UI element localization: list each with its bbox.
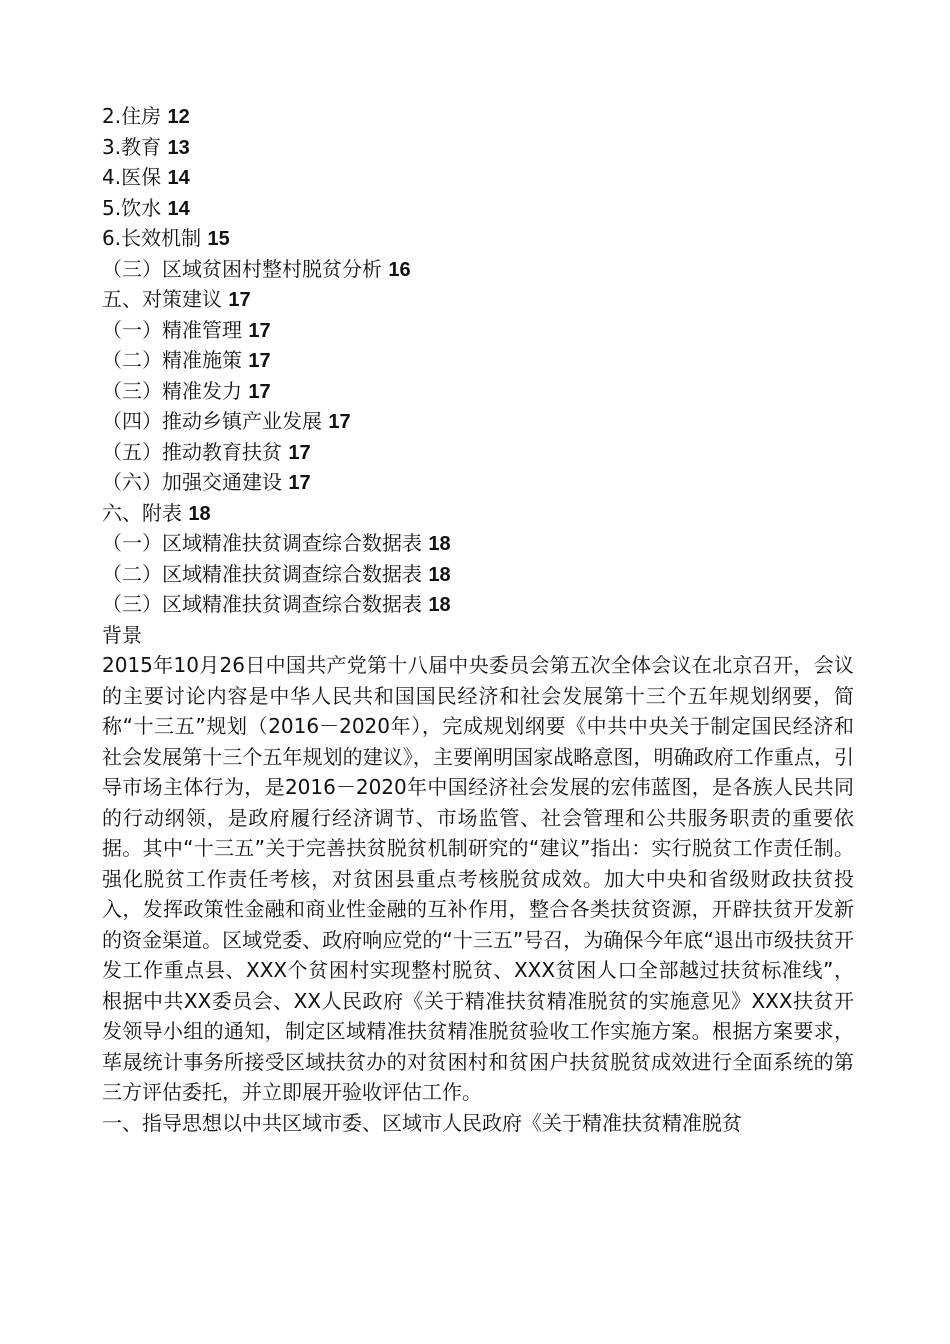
toc-entry-page: 18 — [188, 502, 211, 525]
toc-entry-page: 13 — [167, 136, 190, 159]
background-body: 2015年10月26日中国共产党第十八届中央委员会第五次全体会议在北京召开，会议的主要讨论内容是中华人民共和国国民经济和社会发展第十三个五年规划纲要，简称“十三五”规划（2016－2020年），完成规划纲要《中共中央关于制定国民经济和社会发展第十三个五年规划的建议》，主要阐明国家战略意图，明确政府工作重点，引导市场主体行为，是2016－2020年中国经济社会发展的宏伟蓝图，是各族人民共同的行动纲领，是政府履行经济调节、市场监管、社会管理和公共服务职责的重要依据。其中“十三五”关于完善扶贫脱贫机制研究的“建议”指出：实行脱贫工作责任制。强化脱贫工作责任考核，对贫困县重点考核脱贫成效。加大中央和省级财政扶贫投入，发挥政策性金融和商业性金融的互补作用，整合各类扶贫资源，开辟扶贫开发新的资金渠道。区域党委、政府响应党的“十三五”号召，为确保今年底“退出市级扶贫开发工作重点县、XXX个贫困村实现整村脱贫、XXX贫困人口全部越过扶贫标准线”，根据中共XX委员会、XX人民政府《关于精准扶贫精准脱贫的实施意见》XXX扶贫开发领导小组的通知，制定区域精准扶贫精准脱贫验收工作实施方案。根据方案要求，荜晟统计事务所接受区域扶贫办的对贫困村和贫困户扶贫脱贫成效进行全面系统的第三方评估委托，并立即展开验收评估工作。 — [102, 653, 854, 1104]
toc-entry — [102, 193, 862, 224]
toc-entry — [102, 437, 862, 468]
toc-entry-label: （六）加强交通建设 — [102, 470, 282, 494]
toc-entry-page: 16 — [388, 258, 411, 281]
toc-entry-page: 14 — [167, 197, 190, 220]
toc-entry-page: 15 — [207, 228, 230, 250]
toc-entry-label: （三）区域贫困村整村脱贫分析 — [102, 256, 382, 281]
background-heading: 背景 — [102, 622, 142, 647]
toc-entry-page: 17 — [288, 441, 311, 464]
toc-entry — [102, 406, 862, 437]
toc-entry — [102, 467, 862, 498]
background-paragraph — [102, 650, 854, 1108]
toc-entry-page: 17 — [328, 411, 351, 433]
toc-entry-label: 6.长效机制 — [102, 226, 202, 250]
table-of-contents — [102, 101, 862, 620]
toc-entry-page: 17 — [248, 350, 271, 372]
toc-entry-label: 3.教育 — [102, 134, 162, 159]
toc-entry-page: 14 — [167, 167, 190, 189]
toc-entry-label: 六、附表 — [102, 500, 182, 525]
toc-entry-page: 17 — [288, 472, 311, 494]
toc-entry-page: 12 — [167, 106, 190, 128]
toc-entry — [102, 101, 862, 132]
toc-entry — [102, 254, 862, 285]
toc-entry-page: 17 — [228, 289, 251, 311]
toc-entry-label: （一）区域精准扶贫调查综合数据表 — [102, 531, 422, 555]
toc-entry — [102, 315, 862, 346]
guiding-thought-line: 一、指导思想以中共区域市委、区域市人民政府《关于精准扶贫精准脱贫 — [102, 1110, 742, 1135]
toc-entry-page: 17 — [248, 380, 271, 403]
toc-entry — [102, 345, 862, 376]
toc-entry-label: （五）推动教育扶贫 — [102, 439, 282, 464]
toc-entry-label: （二）区域精准扶贫调查综合数据表 — [102, 561, 422, 586]
toc-entry — [102, 284, 862, 315]
toc-entry-label: 4.医保 — [102, 165, 162, 189]
toc-entry-label: （二）精准施策 — [102, 348, 242, 372]
toc-entry — [102, 498, 862, 529]
toc-entry-label: （三）区域精准扶贫调查综合数据表 — [102, 592, 422, 616]
toc-entry-label: 2.住房 — [102, 104, 162, 128]
toc-entry — [102, 162, 862, 193]
toc-entry-page: 18 — [428, 594, 451, 616]
toc-entry-label: （四）推动乡镇产业发展 — [102, 409, 322, 433]
toc-entry — [102, 376, 862, 407]
toc-entry-label: 5.饮水 — [102, 195, 162, 220]
toc-entry — [102, 559, 862, 590]
toc-entry-label: （三）精准发力 — [102, 378, 242, 403]
toc-entry-page: 17 — [248, 319, 271, 342]
toc-entry — [102, 528, 862, 559]
toc-entry — [102, 223, 862, 254]
toc-entry-label: 五、对策建议 — [102, 287, 222, 311]
document-page — [102, 101, 862, 1138]
toc-entry — [102, 589, 862, 620]
toc-entry-page: 18 — [428, 533, 451, 555]
toc-entry-label: （一）精准管理 — [102, 317, 242, 342]
toc-entry — [102, 132, 862, 163]
toc-entry-page: 18 — [428, 563, 451, 586]
